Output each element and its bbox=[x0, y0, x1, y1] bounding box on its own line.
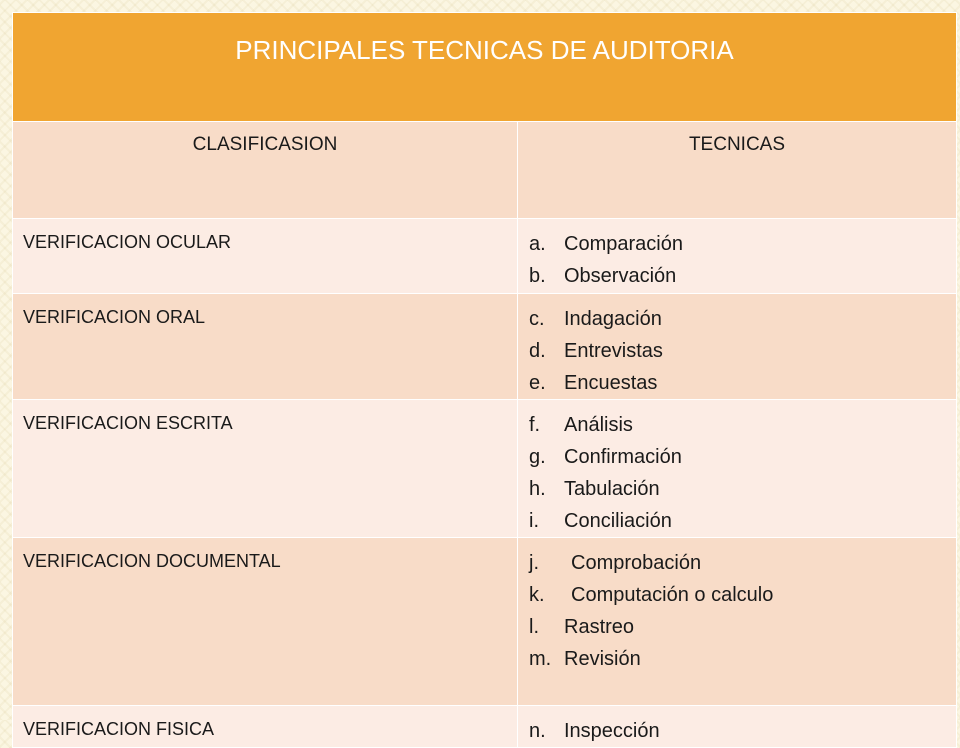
technique-letter: g. bbox=[529, 446, 546, 468]
technique-list bbox=[529, 547, 956, 675]
technique-letter: i. bbox=[529, 510, 539, 532]
table-row bbox=[13, 219, 957, 294]
technique-letter: a. bbox=[529, 233, 546, 255]
technique-letter: c. bbox=[529, 308, 545, 330]
technique-text: Entrevistas bbox=[564, 340, 663, 362]
techniques-table bbox=[12, 12, 957, 748]
list-item bbox=[529, 228, 956, 260]
table-row bbox=[13, 538, 957, 706]
column-header-techniques: TECNICAS bbox=[518, 122, 957, 219]
techniques-cell bbox=[518, 294, 957, 400]
technique-text: Observación bbox=[564, 265, 677, 287]
list-item bbox=[529, 409, 956, 441]
technique-letter: f. bbox=[529, 414, 541, 436]
classification-cell: VERIFICACION ESCRITA bbox=[13, 400, 518, 538]
list-item bbox=[529, 579, 956, 611]
list-item bbox=[529, 643, 956, 675]
list-item bbox=[529, 547, 956, 579]
table-title: PRINCIPALES TECNICAS DE AUDITORIA bbox=[13, 13, 957, 122]
list-item bbox=[529, 611, 956, 643]
technique-letter: m. bbox=[529, 648, 552, 670]
technique-letter: j. bbox=[529, 552, 539, 574]
technique-text: Tabulación bbox=[564, 478, 660, 500]
technique-letter: n. bbox=[529, 720, 546, 742]
technique-text: Rastreo bbox=[564, 616, 635, 638]
technique-letter: h. bbox=[529, 478, 546, 500]
technique-list bbox=[529, 228, 956, 292]
technique-list bbox=[529, 303, 956, 399]
classification-cell: VERIFICACION ORAL bbox=[13, 294, 518, 400]
technique-text: Indagación bbox=[564, 308, 662, 330]
technique-text: Conciliación bbox=[564, 510, 672, 532]
list-item bbox=[529, 367, 956, 399]
list-item bbox=[529, 441, 956, 473]
technique-text: Comparación bbox=[564, 233, 683, 255]
classification-cell: VERIFICACION DOCUMENTAL bbox=[13, 538, 518, 706]
technique-letter: l. bbox=[529, 616, 539, 638]
technique-text: Inspección bbox=[564, 720, 660, 742]
column-header-classification: CLASIFICASION bbox=[13, 122, 518, 219]
techniques-cell bbox=[518, 219, 957, 294]
techniques-cell bbox=[518, 400, 957, 538]
technique-letter: b. bbox=[529, 265, 546, 287]
technique-text: Comprobación bbox=[571, 552, 702, 574]
list-item bbox=[529, 303, 956, 335]
technique-letter: e. bbox=[529, 372, 546, 394]
title-row bbox=[13, 13, 957, 122]
technique-list bbox=[529, 409, 956, 537]
technique-text: Análisis bbox=[564, 414, 633, 436]
classification-cell: VERIFICACION FISICA bbox=[13, 706, 518, 748]
list-item bbox=[529, 505, 956, 537]
technique-text: Computación o calculo bbox=[571, 584, 774, 606]
header-row bbox=[13, 122, 957, 219]
table-row bbox=[13, 706, 957, 748]
table-row bbox=[13, 294, 957, 400]
list-item bbox=[529, 260, 956, 292]
table-row bbox=[13, 400, 957, 538]
technique-text: Confirmación bbox=[564, 446, 682, 468]
list-item bbox=[529, 335, 956, 367]
technique-text: Encuestas bbox=[564, 372, 658, 394]
technique-letter: k. bbox=[529, 584, 545, 606]
techniques-cell bbox=[518, 706, 957, 748]
list-item bbox=[529, 473, 956, 505]
classification-cell: VERIFICACION OCULAR bbox=[13, 219, 518, 294]
technique-letter: d. bbox=[529, 340, 546, 362]
techniques-cell bbox=[518, 538, 957, 706]
technique-text: Revisión bbox=[564, 648, 641, 670]
